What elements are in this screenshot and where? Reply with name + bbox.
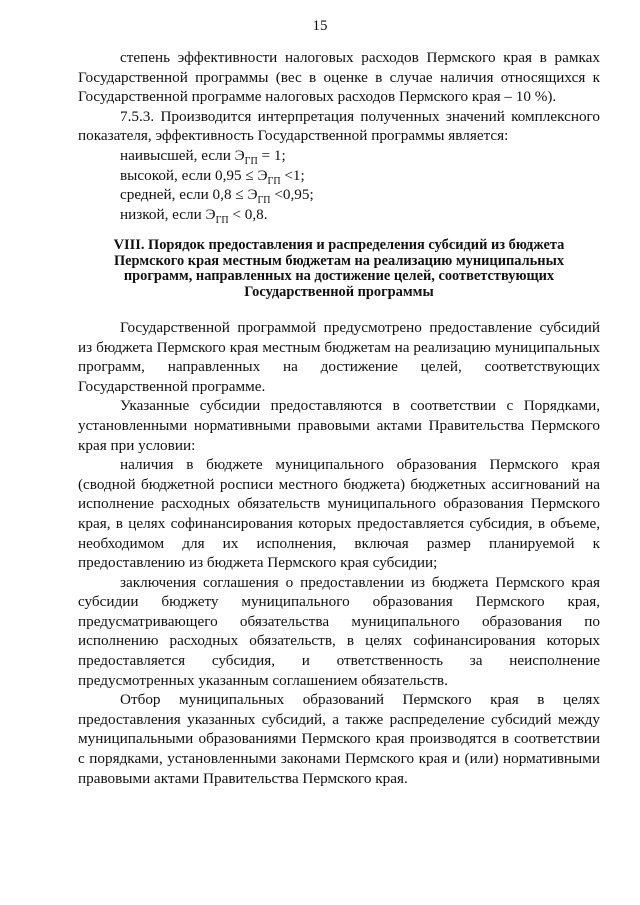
efficiency-level-low: низкой, если $Э_{ГП} < 0,8$. (120, 205, 268, 226)
condition-budget-paragraph: наличия в бюджете муниципального образования Пермского края (сводной бюджетной росписи местного бюджета) бюджетных ассигнований на исполнение расходных обязательств муниципального образования Пермского края, в целях софинансирования которых предоставляется субсидия, в объеме, необходимом для их исполнения, включая размер планируемой к предоставлению из бюджета Пермского края субсидии; (78, 456, 600, 572)
section-heading-line: программ, направленных на достижение целей, соответствующих (123, 268, 555, 285)
section-heading (78, 238, 600, 300)
interpretation-paragraph: 7.5.3. Производится интерпретация полученных значений комплексного показателя, эффективность Государственной программы является: (78, 107, 600, 145)
section-heading-line: Пермского края местным бюджетам на реализацию муниципальных (113, 252, 565, 269)
efficiency-level-highest: наивысшей, если $Э_{ГП} = 1$; (120, 146, 286, 167)
efficiency-level-medium: средней, если $0,8 \le Э_{ГП} <0,95$; (120, 186, 314, 207)
intro-paragraph: степень эффективности налоговых расходов Пермского края в рамках Государственной программы (вес в оценке в случае наличия относящихся к Государственной программе налоговых расходов Пермского края – 10 %). (78, 49, 600, 106)
document-body (78, 48, 600, 788)
efficiency-levels-list (78, 146, 600, 224)
section-heading-line: Государственной программы (244, 283, 434, 300)
page-number: 15 (312, 18, 328, 34)
subsidy-conditions-paragraph: Указанные субсидии предоставляются в соответствии с Порядками, установленными нормативными правовыми актами Правительства Пермского края при условии: (78, 397, 600, 454)
selection-distribution-paragraph: Отбор муниципальных образований Пермского края в целях предоставления указанных субсидий, а также распределение субсидий между муниципальными образованиями Пермского края производятся в соответствии с порядками, установленными законами Пермского края и (или) нормативными правовыми актами Правительства Пермского края. (78, 691, 600, 787)
section-heading-line: VIII. Порядок предоставления и распределения субсидий из бюджета (113, 237, 565, 254)
subsidy-provision-paragraph: Государственной программой предусмотрено предоставление субсидий из бюджета Пермского края местным бюджетам на реализацию муниципальных программ, направленных на достижение целей, соответствующих Государственной программе. (78, 318, 600, 395)
efficiency-level-high: высокой, если $0,95 \le Э_{ГП} <1$; (120, 166, 305, 187)
condition-agreement-paragraph: заключения соглашения о предоставлении из бюджета Пермского края субсидии бюджету муниципального образования Пермского края, предусматривающего обязательства муниципального образования по исполнению расходных обязательств, в целях софинансирования которых предоставляется субсидия, и ответственность за неисполнение предусмотренных указанным соглашением обязательств. (78, 573, 600, 689)
